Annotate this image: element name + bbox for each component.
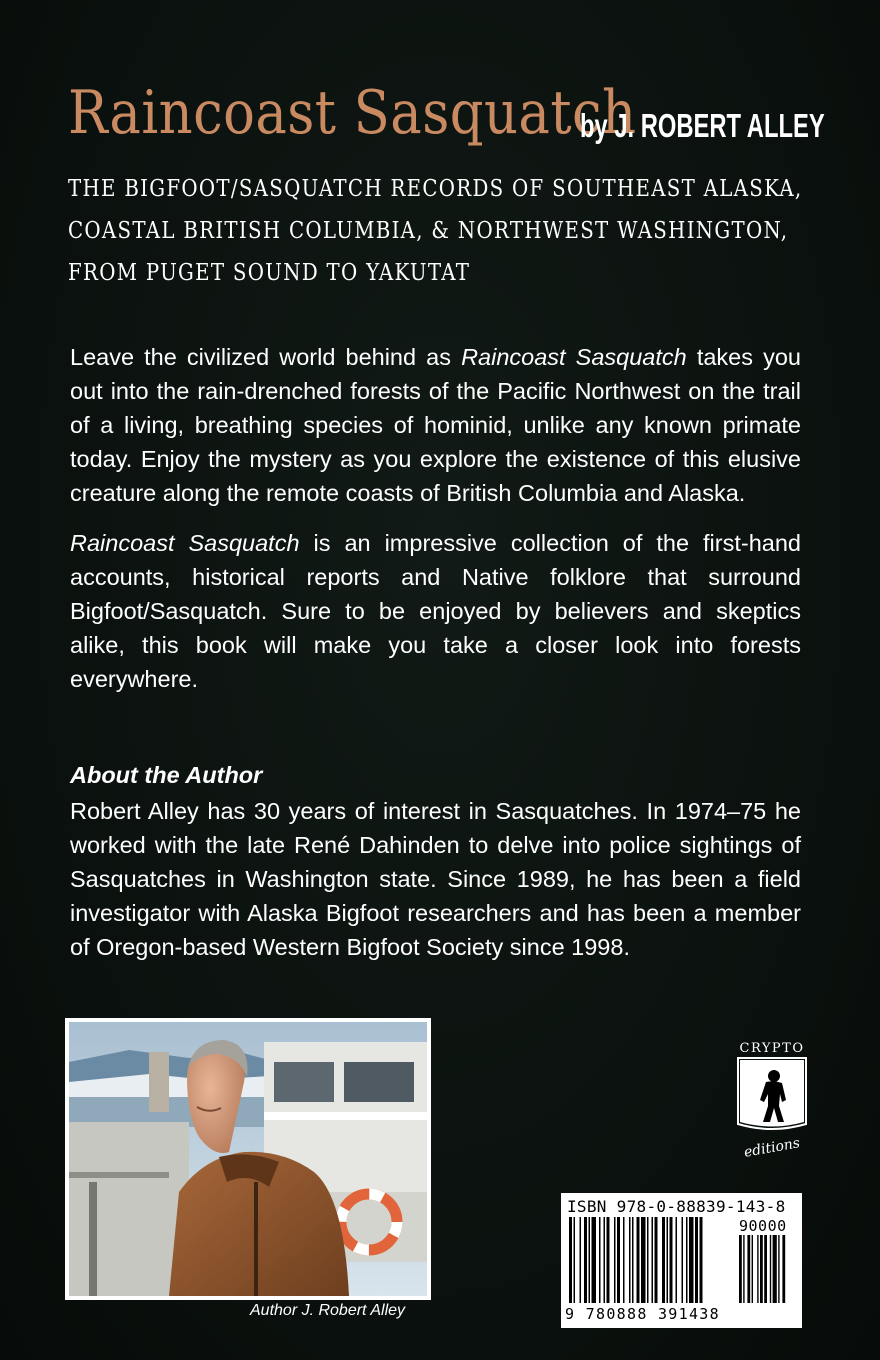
- barcode-addon-bar: [747, 1235, 750, 1303]
- barcode-addon-bar: [782, 1235, 785, 1303]
- barcode-addon-bar: [743, 1235, 744, 1303]
- barcode-addon-bar: [778, 1235, 779, 1303]
- ean-digits: 9 780888 391438: [565, 1305, 720, 1323]
- barcode-addon-bar: [760, 1235, 763, 1303]
- author-photo: [65, 1018, 431, 1300]
- barcode-bar: [695, 1217, 698, 1303]
- barcode-bar: [682, 1217, 684, 1303]
- blurb-paragraph-1: [70, 340, 801, 510]
- barcode-bar: [580, 1217, 582, 1303]
- barcode-bar: [676, 1217, 678, 1303]
- barcode-bar: [589, 1217, 591, 1303]
- blurb-text: Leave the civilized world behind as: [70, 344, 462, 370]
- barcode-bar: [647, 1217, 649, 1303]
- photo-caption: Author J. Robert Alley: [250, 1302, 406, 1319]
- barcode-bar: [569, 1217, 572, 1303]
- book-blurb: [70, 340, 801, 712]
- barcode-bar: [700, 1217, 703, 1303]
- barcode-bar: [592, 1217, 597, 1303]
- barcode-bar: [607, 1217, 610, 1303]
- barcode-bar: [617, 1217, 620, 1303]
- barcode-bar: [641, 1217, 646, 1303]
- about-author-text: Robert Alley has 30 years of interest in Sasquatches. In 1974–75 he worked with the late René Dahinden to delve into police sightings of Sasquatches in Washington state. Since 1989, he has been a field investigator with Alaska Bigfoot researchers and has been a member of Oregon-based Western Bigfoot Society since 1998.: [70, 798, 801, 960]
- barcode-bar: [599, 1217, 601, 1303]
- barcode-bar: [604, 1217, 606, 1303]
- about-author-heading: About the Author: [70, 762, 263, 788]
- barcode-bar: [637, 1217, 640, 1303]
- barcode-addon-bar: [752, 1235, 753, 1303]
- barcode-bar: [614, 1217, 616, 1303]
- logo-bottom-text: editions: [742, 1135, 802, 1161]
- barcode-bar: [584, 1217, 587, 1303]
- blurb-text: is an impressive collection of the first-hand accounts, historical reports and Native folklore that surround Bigfoot/Sasquatch. Sure to be enjoyed by believers and skeptics alike, this book will make you take a closer look into forests everywhere.: [70, 530, 801, 692]
- barcode-bar: [655, 1217, 658, 1303]
- barcode-bar: [652, 1217, 654, 1303]
- barcode-bar: [662, 1217, 665, 1303]
- logo-top-text: CRYPTO: [739, 1041, 805, 1056]
- blurb-title-italic: Raincoast Sasquatch: [461, 344, 687, 370]
- barcode-bar: [574, 1217, 576, 1303]
- author-byline: by J. ROBERT ALLEY: [580, 107, 825, 144]
- subtitle-line: COASTAL BRITISH COLUMBIA, & NORTHWEST WASHINGTON,: [68, 218, 789, 244]
- barcode-bar: [689, 1217, 694, 1303]
- barcode-bar: [629, 1217, 631, 1303]
- blurb-paragraph-2: [70, 526, 801, 696]
- barcode-bar: [632, 1217, 634, 1303]
- book-subtitle: [68, 168, 803, 294]
- book-title: Raincoast Sasquatch: [68, 78, 637, 148]
- price-code: 90000: [739, 1217, 787, 1235]
- barcode-addon-bar: [770, 1235, 771, 1303]
- author-photo-image: [69, 1022, 427, 1296]
- crypto-editions-logo: [732, 1036, 812, 1166]
- isbn-barcode: [561, 1193, 802, 1328]
- barcode-addon-bar: [773, 1235, 777, 1303]
- barcode-bar: [623, 1217, 625, 1303]
- blurb-title-italic: Raincoast Sasquatch: [70, 530, 300, 556]
- barcode-bar: [667, 1217, 669, 1303]
- isbn-number: ISBN 978-0-88839-143-8: [567, 1197, 786, 1216]
- blurb-text: takes you out into the rain-drenched forests of the Pacific Northwest on the trail of a living, breathing species of hominid, unlike any known primate today. Enjoy the mystery as you explore the existence of this elusive creature along the remote coasts of British Columbia and Alaska.: [70, 344, 801, 506]
- subtitle-line: FROM PUGET SOUND TO YAKUTAT: [68, 260, 471, 286]
- barcode-addon-bar: [757, 1235, 758, 1303]
- barcode-bars: [569, 1217, 799, 1307]
- barcode-addon-bar: [739, 1235, 742, 1303]
- subtitle-line: THE BIGFOOT/SASQUATCH RECORDS OF SOUTHEAST ALASKA,: [68, 176, 803, 202]
- barcode-addon-bar: [764, 1235, 767, 1303]
- barcode-bar: [670, 1217, 673, 1303]
- barcode-bar: [686, 1217, 688, 1303]
